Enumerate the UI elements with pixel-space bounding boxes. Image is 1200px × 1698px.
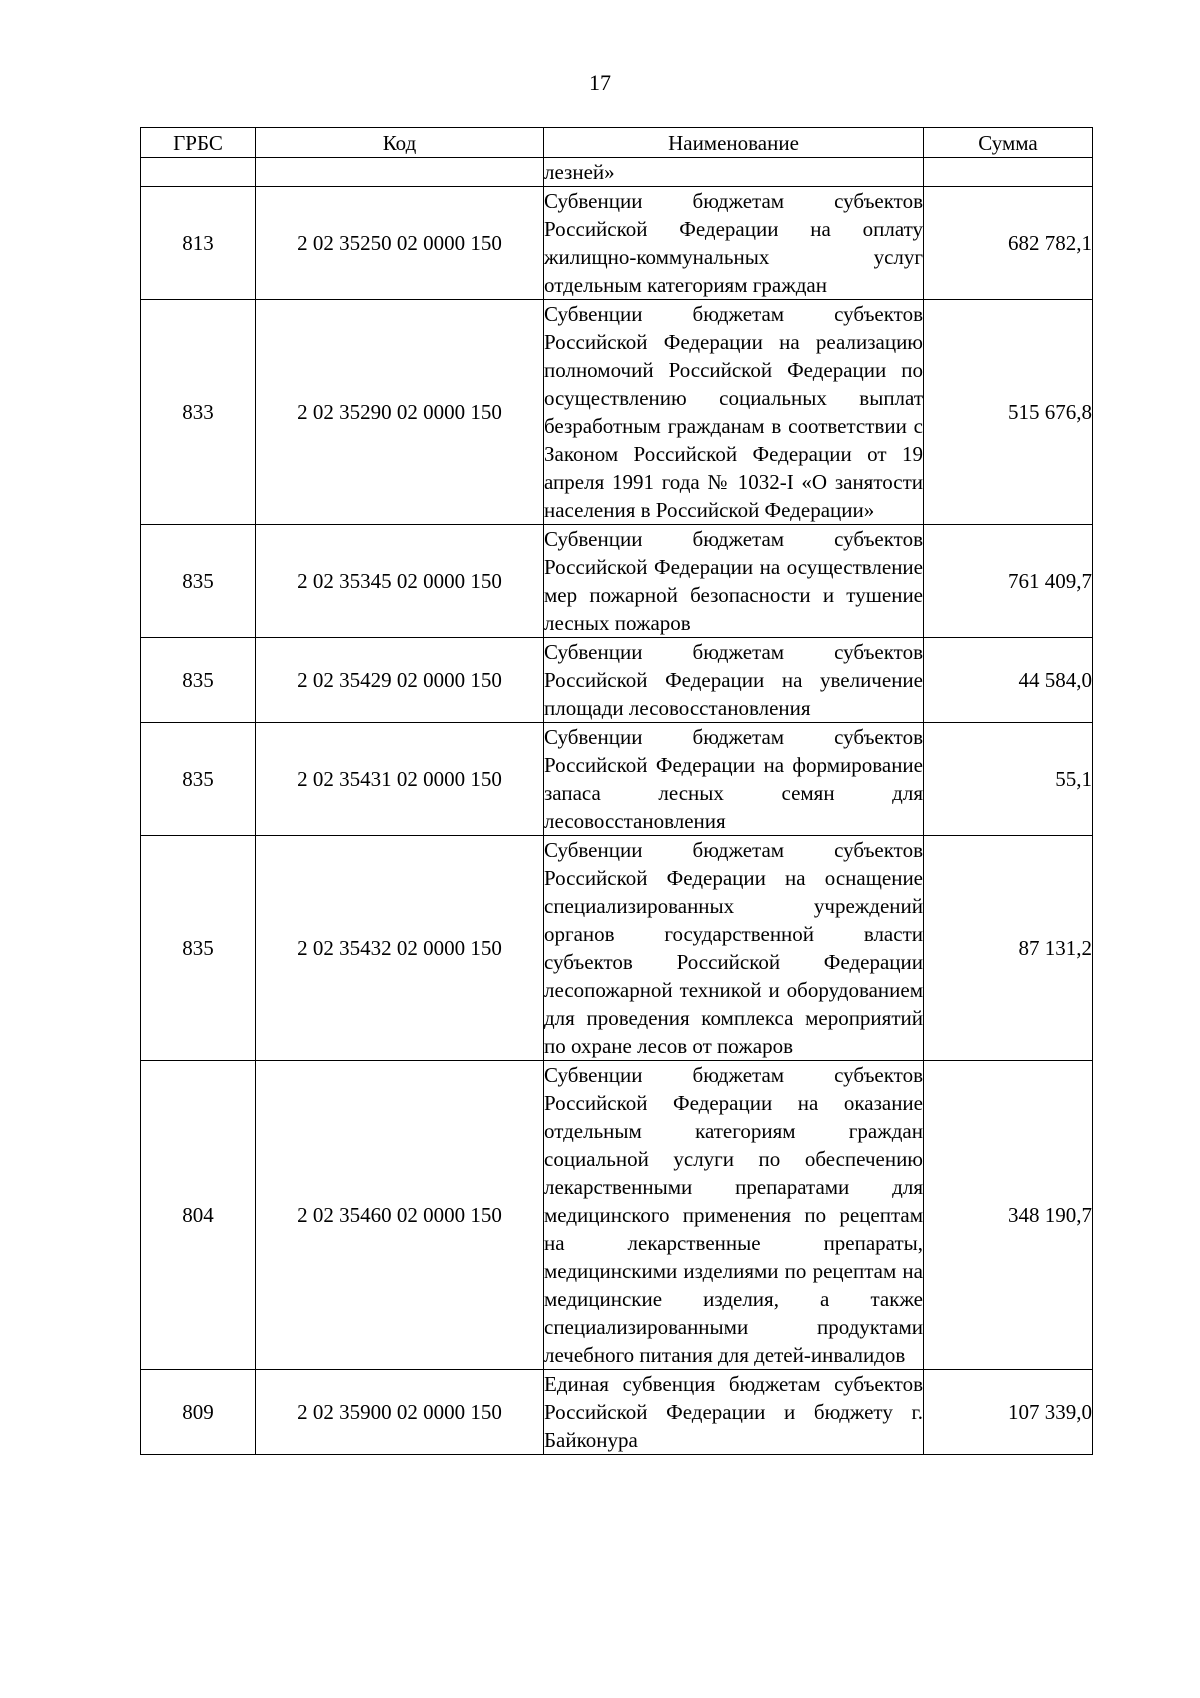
cell-grbs: 813 bbox=[141, 187, 256, 300]
cell-sum: 761 409,7 bbox=[924, 525, 1093, 638]
table-row bbox=[141, 723, 1093, 836]
cell-name: Субвенции бюджетам субъектов Российской Федерации на реализацию полномочий Российской Федерации по осуществлению социальных выплат безработным гражданам в соответствии с Законом Российской Федерации от 19 апреля 1991 года № 1032-I «О занятости населения в Российской Федерации» bbox=[544, 300, 924, 525]
cell-sum: 44 584,0 bbox=[924, 638, 1093, 723]
cell-code: 2 02 35900 02 0000 150 bbox=[256, 1370, 544, 1455]
cell-sum: 515 676,8 bbox=[924, 300, 1093, 525]
table-row-continuation bbox=[141, 158, 1093, 187]
table-row bbox=[141, 836, 1093, 1061]
cell-code: 2 02 35250 02 0000 150 bbox=[256, 187, 544, 300]
cell-code: 2 02 35345 02 0000 150 bbox=[256, 525, 544, 638]
header-code: Код bbox=[256, 128, 544, 158]
table-row bbox=[141, 638, 1093, 723]
cell-name: Единая субвенция бюджетам субъектов Российской Федерации и бюджету г. Байконура bbox=[544, 1370, 924, 1455]
cell-name: Субвенции бюджетам субъектов Российской Федерации на оплату жилищно-коммунальных услуг отдельным категориям граждан bbox=[544, 187, 924, 300]
cell-code: 2 02 35460 02 0000 150 bbox=[256, 1061, 544, 1370]
cell-grbs bbox=[141, 158, 256, 187]
cell-grbs: 833 bbox=[141, 300, 256, 525]
header-grbs: ГРБС bbox=[141, 128, 256, 158]
cell-grbs: 804 bbox=[141, 1061, 256, 1370]
table-row bbox=[141, 187, 1093, 300]
cell-name: Субвенции бюджетам субъектов Российской Федерации на осуществление мер пожарной безопасности и тушение лесных пожаров bbox=[544, 525, 924, 638]
table-header-row bbox=[141, 128, 1093, 158]
cell-grbs: 835 bbox=[141, 836, 256, 1061]
cell-name: Субвенции бюджетам субъектов Российской Федерации на увеличение площади лесовосстановления bbox=[544, 638, 924, 723]
table-row bbox=[141, 1370, 1093, 1455]
cell-name: лезней» bbox=[544, 158, 924, 187]
cell-grbs: 835 bbox=[141, 525, 256, 638]
table-row bbox=[141, 525, 1093, 638]
cell-grbs: 809 bbox=[141, 1370, 256, 1455]
cell-code: 2 02 35290 02 0000 150 bbox=[256, 300, 544, 525]
cell-name: Субвенции бюджетам субъектов Российской Федерации на оказание отдельным категориям граждан социальной услуги по обеспечению лекарственными препаратами для медицинского применения по рецептам на лекарственные препараты, медицинскими изделиями по рецептам на медицинские изделия, а также специализированными продуктами лечебного питания для детей-инвалидов bbox=[544, 1061, 924, 1370]
table-row bbox=[141, 300, 1093, 525]
cell-name: Субвенции бюджетам субъектов Российской Федерации на формирование запаса лесных семян для лесовосстановления bbox=[544, 723, 924, 836]
cell-code: 2 02 35431 02 0000 150 bbox=[256, 723, 544, 836]
cell-sum bbox=[924, 158, 1093, 187]
cell-code bbox=[256, 158, 544, 187]
cell-grbs: 835 bbox=[141, 638, 256, 723]
cell-sum: 55,1 bbox=[924, 723, 1093, 836]
cell-code: 2 02 35432 02 0000 150 bbox=[256, 836, 544, 1061]
cell-sum: 87 131,2 bbox=[924, 836, 1093, 1061]
cell-name: Субвенции бюджетам субъектов Российской Федерации на оснащение специализированных учреждений органов государственной власти субъектов Российской Федерации лесопожарной техникой и оборудованием для проведения комплекса мероприятий по охране лесов от пожаров bbox=[544, 836, 924, 1061]
budget-table bbox=[140, 127, 1093, 1455]
table-row bbox=[141, 1061, 1093, 1370]
page-number: 17 bbox=[589, 70, 611, 95]
cell-sum: 682 782,1 bbox=[924, 187, 1093, 300]
cell-sum: 348 190,7 bbox=[924, 1061, 1093, 1370]
header-sum: Сумма bbox=[924, 128, 1093, 158]
cell-grbs: 835 bbox=[141, 723, 256, 836]
cell-code: 2 02 35429 02 0000 150 bbox=[256, 638, 544, 723]
header-name: Наименование bbox=[544, 128, 924, 158]
cell-sum: 107 339,0 bbox=[924, 1370, 1093, 1455]
